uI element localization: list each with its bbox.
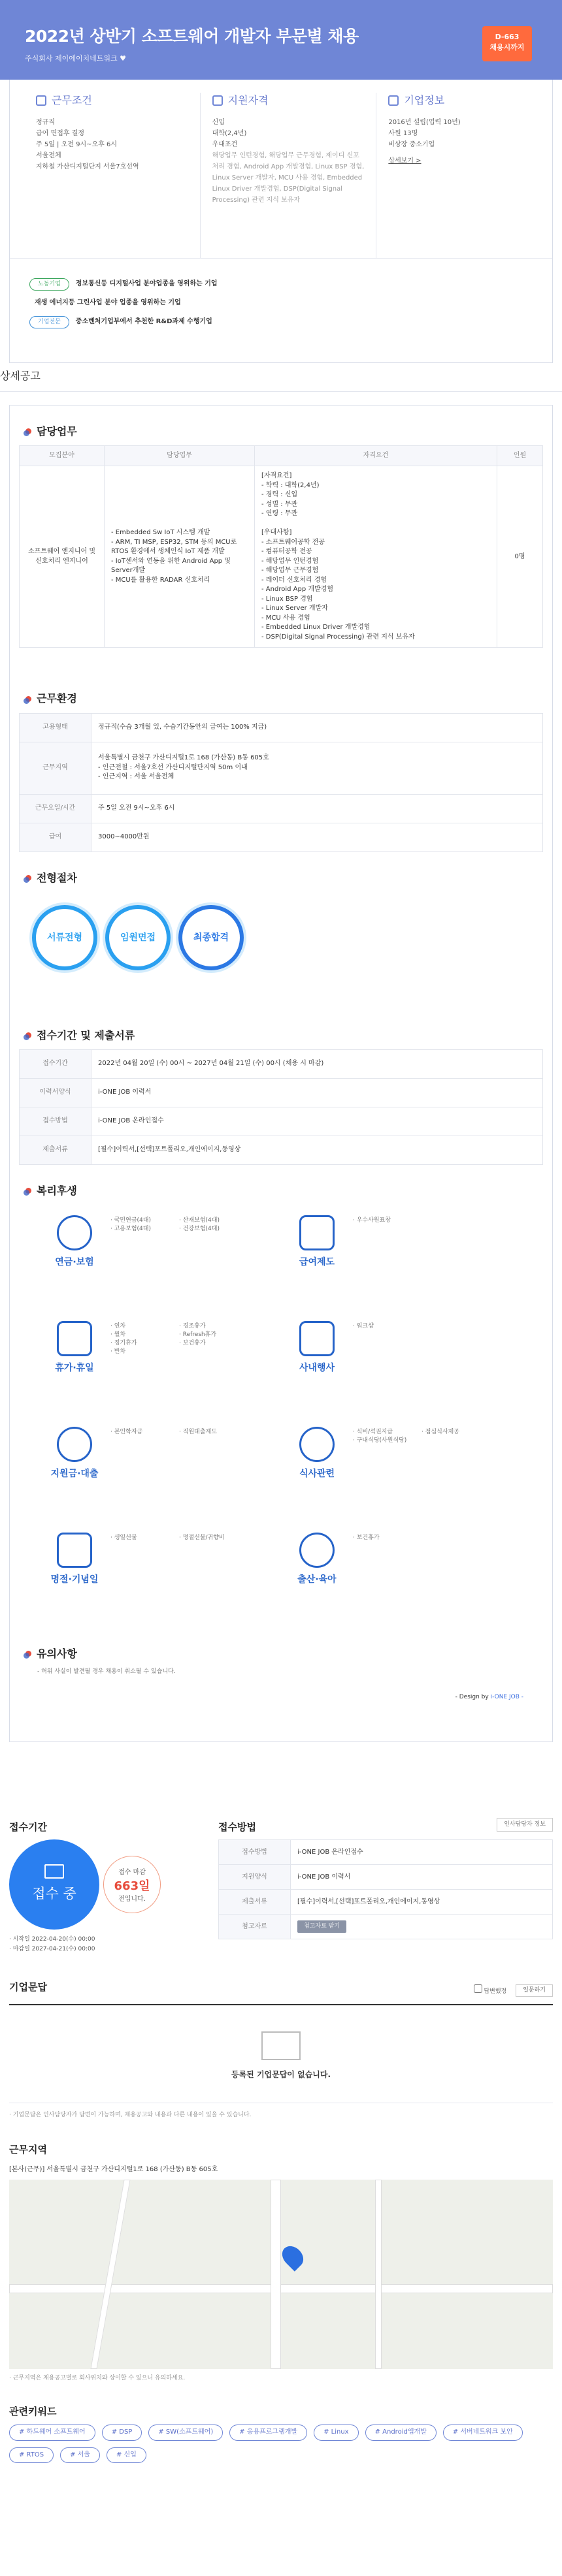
- deadline-badge: 접수 마감 663일 전입니다.: [103, 1856, 161, 1913]
- env-heading: 근무환경: [19, 673, 543, 712]
- meal-icon: [299, 1427, 335, 1462]
- welfare-meal: 식사관련 · 식비/석권지급 · 구내식당(사원식당) · 점심식사제공: [281, 1416, 523, 1522]
- keyword-tag[interactable]: # SW(소프트웨어): [148, 2425, 223, 2441]
- company-name[interactable]: 주식회사 제이에이치네트워크 ♥: [25, 54, 126, 63]
- welfare-insurance: 연금·보험 · 국민연금(4대) · 고용보험(4대) · 산재보험(4대) · 건강보험(4대): [39, 1205, 281, 1311]
- apply-status: 접수 중: [9, 1839, 99, 1930]
- job-title: 2022년 상반기 소프트웨어 개발자 부문별 채용: [25, 27, 359, 46]
- dday-badge: D-663 채용시까지: [482, 26, 532, 61]
- duty-table: 모집분야 담당업무 자격요건 인원 소프트웨어 엔지니어 및 신호처리 엔지니어 - Embedded Sw IoT 시스템 개발 - ARM, TI MSP, ESP32, STM 등의 MCU로 RTOS 환경에서 생체인식 IoT 제품 개발 - IoT센서와 연동을 위한 Android App 및 Server개발 - MCU를 활용한 RADAR 신호처리 [자격요건] - 학력 : 대학(2,4년) - 경력 : 신입 - 성별 : 무관 - 연령 : 무관 [우대사항] - 소프트웨어공학 전공 - 컴퓨터공학 전공 - 해당업무 인턴경험 - 해당업무 근무경험 - 레이더 신호처리 경험 - Android App 개발경험 - Linux BSP 경험 - Linux Server 개발자 - MCU 사용 경험 - Embedded Linux Driver 개발경험 - DSP(Digital Signal Processing) 관련 지식 보유자 0명: [19, 445, 543, 648]
- keyword-tag[interactable]: # 하드웨어 소프트웨어: [9, 2425, 95, 2441]
- baby-icon: [299, 1533, 335, 1568]
- salary-icon: [299, 1215, 335, 1250]
- keyword-tag[interactable]: # Android앱개발: [365, 2425, 437, 2441]
- welfare-holiday: 명절·기념일 · 생일선물 · 명절선물/귀향비: [39, 1522, 281, 1628]
- keyword-tag[interactable]: # RTOS: [9, 2447, 54, 2464]
- qualifications: 지원자격 신입 대학(2,4년) 우대조건 해당업무 인턴경험, 해당업무 근무경험, 제이디 신포처리 경험, Android App 개발경험, Linux BSP 경험, Linux Server 개발자, MCU 사용 경험, Embedded Linux Driver 개발경험, DSP(Digital Signal Processing) 관련 지식 보유자: [201, 93, 377, 258]
- welfare-vacation: 휴가·휴일 · 연차 · 월차 · 정기휴가 · 반차 · 경조휴가 · Refresh휴가 · 보건휴가: [39, 1311, 281, 1416]
- design-credit: - Design by i-ONE JOB -: [455, 1694, 523, 1701]
- step-1: 서류전형: [32, 905, 97, 970]
- keywords-section: 관련키워드 # 하드웨어 소프트웨어 # DSP # SW(소프트웨어) # 응용프로그램개발 # Linux # Android앱개발 # 서버네트워크 보안 # RTOS # 서울 # 신입: [0, 2383, 562, 2476]
- caution-heading: 유의사항: [19, 1628, 543, 1668]
- process-steps: [19, 892, 543, 983]
- step-2: 임원면접: [105, 905, 171, 970]
- calendar-icon: [57, 1321, 92, 1356]
- detail-title: 상세공고: [0, 363, 562, 392]
- answered-filter[interactable]: [474, 1984, 482, 1993]
- gift-icon: [57, 1533, 92, 1568]
- keyword-tag[interactable]: # DSP: [102, 2425, 142, 2441]
- apply-section: 접수기간 접수 중 접수 마감 663일 전입니다. · 시작일 2022-04-20(수) 00:00 · 마감일 2027-04-21(수) 00:00 접수방법 인사담당자 정보 접수방법 i-ONE JOB 온라인접수 지원양식 i-ONE JOB 이력서 제출서류 [필수]이력서,[선택]포트폴리오,개인에이지,동영상 첨고자료 첨고자료 받기: [0, 1742, 562, 1955]
- download-attachment-button[interactable]: 첨고자료 받기: [297, 1920, 346, 1933]
- duty-heading: 담당업무: [19, 405, 543, 445]
- envelope-icon: [261, 2031, 301, 2060]
- process-heading: 전형절차: [19, 852, 543, 892]
- work-conditions: 근무조건 정규직 급여 면접후 결정 주 5일 | 오전 9시~오후 6시 서울전체 지하철 가산디지털단지 서울7호선역: [24, 93, 201, 258]
- caution-text: - 허위 사실이 발견될 경우 채용이 취소될 수 있습니다.: [37, 1668, 176, 1676]
- recept-table: 접수기간 2022년 04월 20일 (수) 00시 ~ 2027년 04월 21일 (수) 00시 (채용 시 마감) 이력서양식 i-ONE JOB 이력서 접수방법 i-ONE JOB 온라인접수 제출서류 [필수]이력서,[선택]포트폴리오,개인에이지,동영상: [19, 1049, 543, 1165]
- map-pin-icon: [278, 2242, 307, 2272]
- qa-section: 기업문답 답변했정 일문하기 등록된 기업문답이 없습니다.: [0, 1954, 562, 2103]
- qa-note: · 기업문답은 인사담당자가 답변이 가능하며, 채용공고와 내용과 다른 내용이 있을 수 있습니다.: [9, 2112, 252, 2118]
- summary-panel: [9, 80, 553, 363]
- keyword-tag[interactable]: # Linux: [314, 2425, 359, 2441]
- keyword-tag[interactable]: # 신입: [107, 2447, 146, 2464]
- method-table: 접수방법 i-ONE JOB 온라인접수 지원양식 i-ONE JOB 이력서 제출서류 [필수]이력서,[선택]포트폴리오,개인에이지,동영상 첨고자료 첨고자료 받기: [218, 1839, 553, 1939]
- company-info: 기업정보 2016년 설립(업력 10년) 사원 13명 비상장 중소기업 상세보기 >: [376, 93, 552, 258]
- company-badges: 노동기업 정보통신등 디지털사업 분야업종을 영위하는 기업 재생 에너지등 그린사업 분야 업종을 영위하는 기업 기업전문 중소벤처기업부에서 추천한 R&D과제 수행기업: [10, 258, 552, 362]
- money-icon: [57, 1427, 92, 1462]
- welfare-event: 사내행사 · 워크샵: [281, 1311, 523, 1416]
- recept-heading: 접수기간 및 제출서류: [19, 1010, 543, 1049]
- keyword-tag[interactable]: # 서울: [60, 2447, 100, 2464]
- insurance-icon: [57, 1215, 92, 1250]
- welfare-heading: 복리후생: [19, 1165, 543, 1205]
- keyword-tag[interactable]: # 응용프로그램개발: [229, 2425, 307, 2441]
- job-header: [0, 0, 562, 80]
- company-detail-link[interactable]: 상세보기 >: [388, 157, 422, 165]
- book-icon: [44, 1864, 64, 1879]
- step-3: 최종합격: [178, 905, 244, 970]
- keyword-tag[interactable]: # 서버네트워크 보안: [443, 2425, 523, 2441]
- welfare-grid: [19, 1205, 543, 1628]
- conditions-icon: [36, 95, 46, 106]
- env-table: 고용형태 정규직(수습 3개월 있, 수습기간동안의 급여는 100% 지급) 근무지역 서울특별시 금천구 가산디지털1로 168 (가산동) B동 605호 - 인근전철 : 서울7호선 가산디지털단지역 50m 이내 - 인근지역 : 서울 서울전체 근무요일/시간 주 5일 오전 9시~오후 6시 급여 3000~4000만원: [19, 713, 543, 852]
- event-icon: [299, 1321, 335, 1356]
- hr-info-button[interactable]: 인사담당자 정보: [497, 1818, 553, 1832]
- building-icon: [388, 95, 399, 106]
- location-section: 근무지역 [본사(근무)] 서울특별시 금천구 가산디지털1로 168 (가산동) B동 605호 · 근무지역은 채용공고별로 회사위치와 상이할 수 있으니 유의하세요.: [0, 2143, 562, 2383]
- welfare-support: 지원금·대출 · 본인학자금 · 직원대출제도: [39, 1416, 281, 1522]
- location-map[interactable]: [9, 2180, 553, 2369]
- qualification-icon: [212, 95, 223, 106]
- ask-button[interactable]: 일문하기: [516, 1984, 553, 1997]
- welfare-salary: 급여제도 · 우수사원표창: [281, 1205, 523, 1311]
- welfare-childcare: 출산·육아 · 보건휴가: [281, 1522, 523, 1628]
